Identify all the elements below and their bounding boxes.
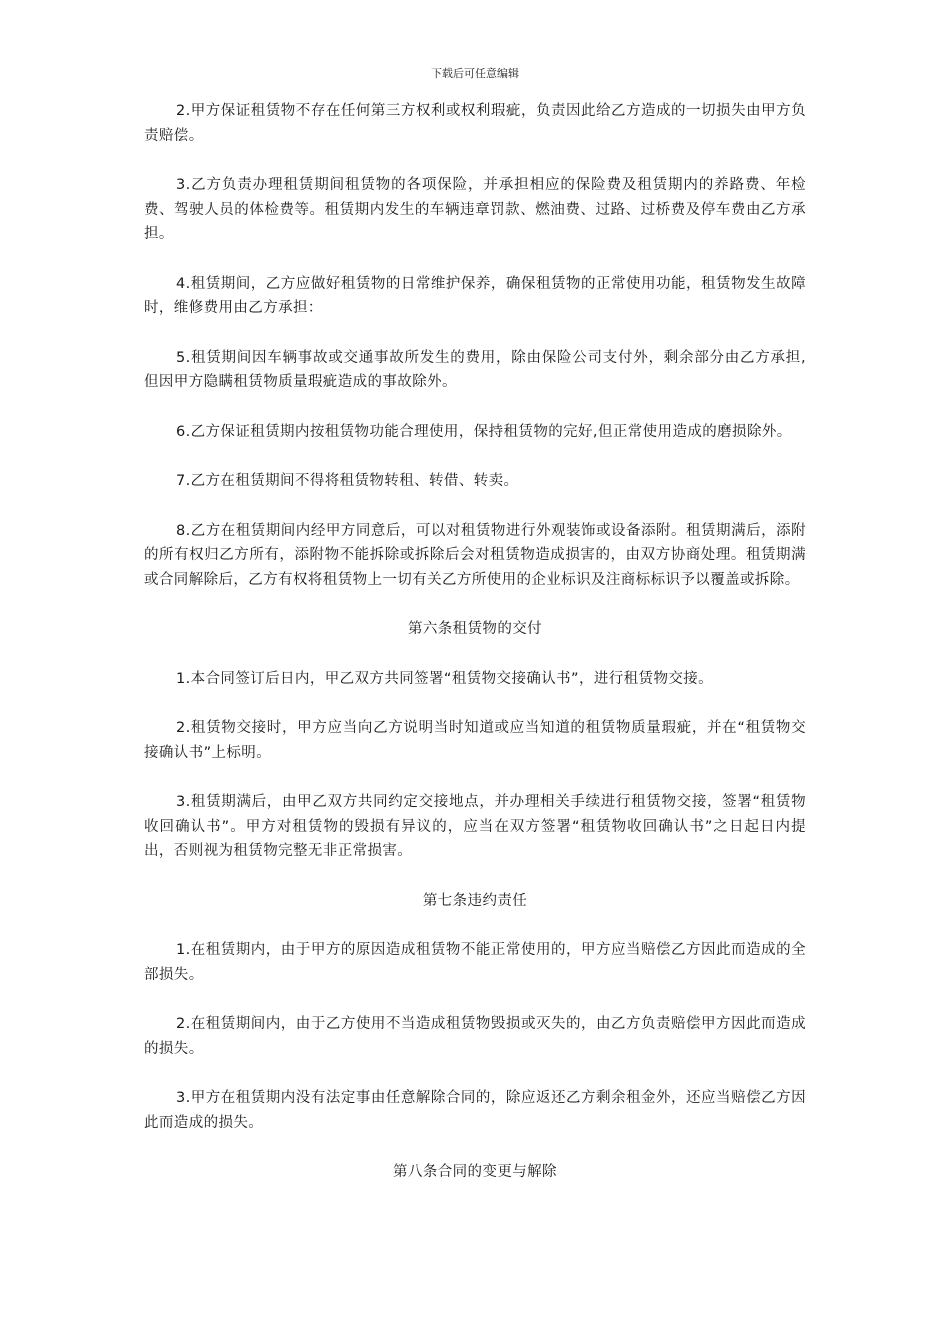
- clause-6-item-1: 1.本合同签订后日内，甲乙双方共同签署“租赁物交接确认书”，进行租赁物交接。: [176, 670, 714, 687]
- clause-5-item-6: 6.乙方保证租赁期内按租赁物功能合理使用，保持租赁物的完好,但正常使用造成的磨损除外。: [176, 423, 792, 440]
- section-heading-article-7: 第七条违约责任: [422, 892, 528, 909]
- clause-6-item-3: 3.租赁期满后，由甲乙双方共同约定交接地点，并办理相关手续进行租赁物交接，签署“租赁物收回确认书”。甲方对租赁物的毁损有异议的，应当在双方签署“租赁物收回确认书”之日起日内提出，否则视为租赁物完整无非正常损害。: [144, 794, 806, 859]
- clause-5-item-3: 3.乙方负责办理租赁期间租赁物的各项保险，并承担相应的保险费及租赁期内的养路费、年检费、驾驶人员的体检费等。租赁期内发生的车辆违章罚款、燃油费、过路、过桥费及停车费由乙方承担。: [144, 177, 806, 242]
- clause-7-item-2: 2.在租赁期间内，由于乙方使用不当造成租赁物毁损或灭失的，由乙方负责赔偿甲方因此而造成的损失。: [144, 1016, 806, 1057]
- clause-6-item-2: 2.租赁物交接时，甲方应当向乙方说明当时知道或应当知道的租赁物质量瑕疵，并在“租赁物交接确认书”上标明。: [144, 720, 806, 761]
- section-heading-article-8: 第八条合同的变更与解除: [393, 1164, 557, 1180]
- document-body: [144, 99, 806, 1210]
- clause-5-item-5: 5.租赁期间因车辆事故或交通事故所发生的费用，除由保险公司支付外，剩余部分由乙方承担,但因甲方隐瞒租赁物质量瑕疵造成的事故除外。: [144, 349, 806, 390]
- clause-5-item-4: 4.租赁期间，乙方应做好租赁物的日常维护保养，确保租赁物的正常使用功能，租赁物发生故障时，维修费用由乙方承担：: [144, 275, 806, 316]
- clause-5-item-8: 8.乙方在租赁期间内经甲方同意后，可以对租赁物进行外观装饰或设备添附。租赁期满后，添附的所有权归乙方所有，添附物不能拆除或拆除后会对租赁物造成损害的，由双方协商处理。租赁期满或合同解除后，乙方有权将租赁物上一切有关乙方所使用的企业标识及注商标标识予以覆盖或拆除。: [144, 522, 806, 588]
- clause-7-item-3: 3.甲方在租赁期内没有法定事由任意解除合同的，除应返还乙方剩余租金外，还应当赔偿乙方因此而造成的损失。: [144, 1090, 806, 1131]
- clause-5-item-7: 7.乙方在租赁期间不得将租赁物转租、转借、转卖。: [176, 473, 519, 489]
- clause-7-item-1: 1.在租赁期内，由于甲方的原因造成租赁物不能正常使用的，甲方应当赔偿乙方因此而造成的全部损失。: [144, 942, 806, 983]
- header-note: 下载后可任意编辑: [431, 67, 519, 80]
- section-heading-article-6: 第六条租赁物的交付: [407, 621, 543, 637]
- clause-5-item-2: 2.甲方保证租赁物不存在任何第三方权利或权利瑕疵，负责因此给乙方造成的一切损失由甲方负责赔偿。: [144, 103, 806, 144]
